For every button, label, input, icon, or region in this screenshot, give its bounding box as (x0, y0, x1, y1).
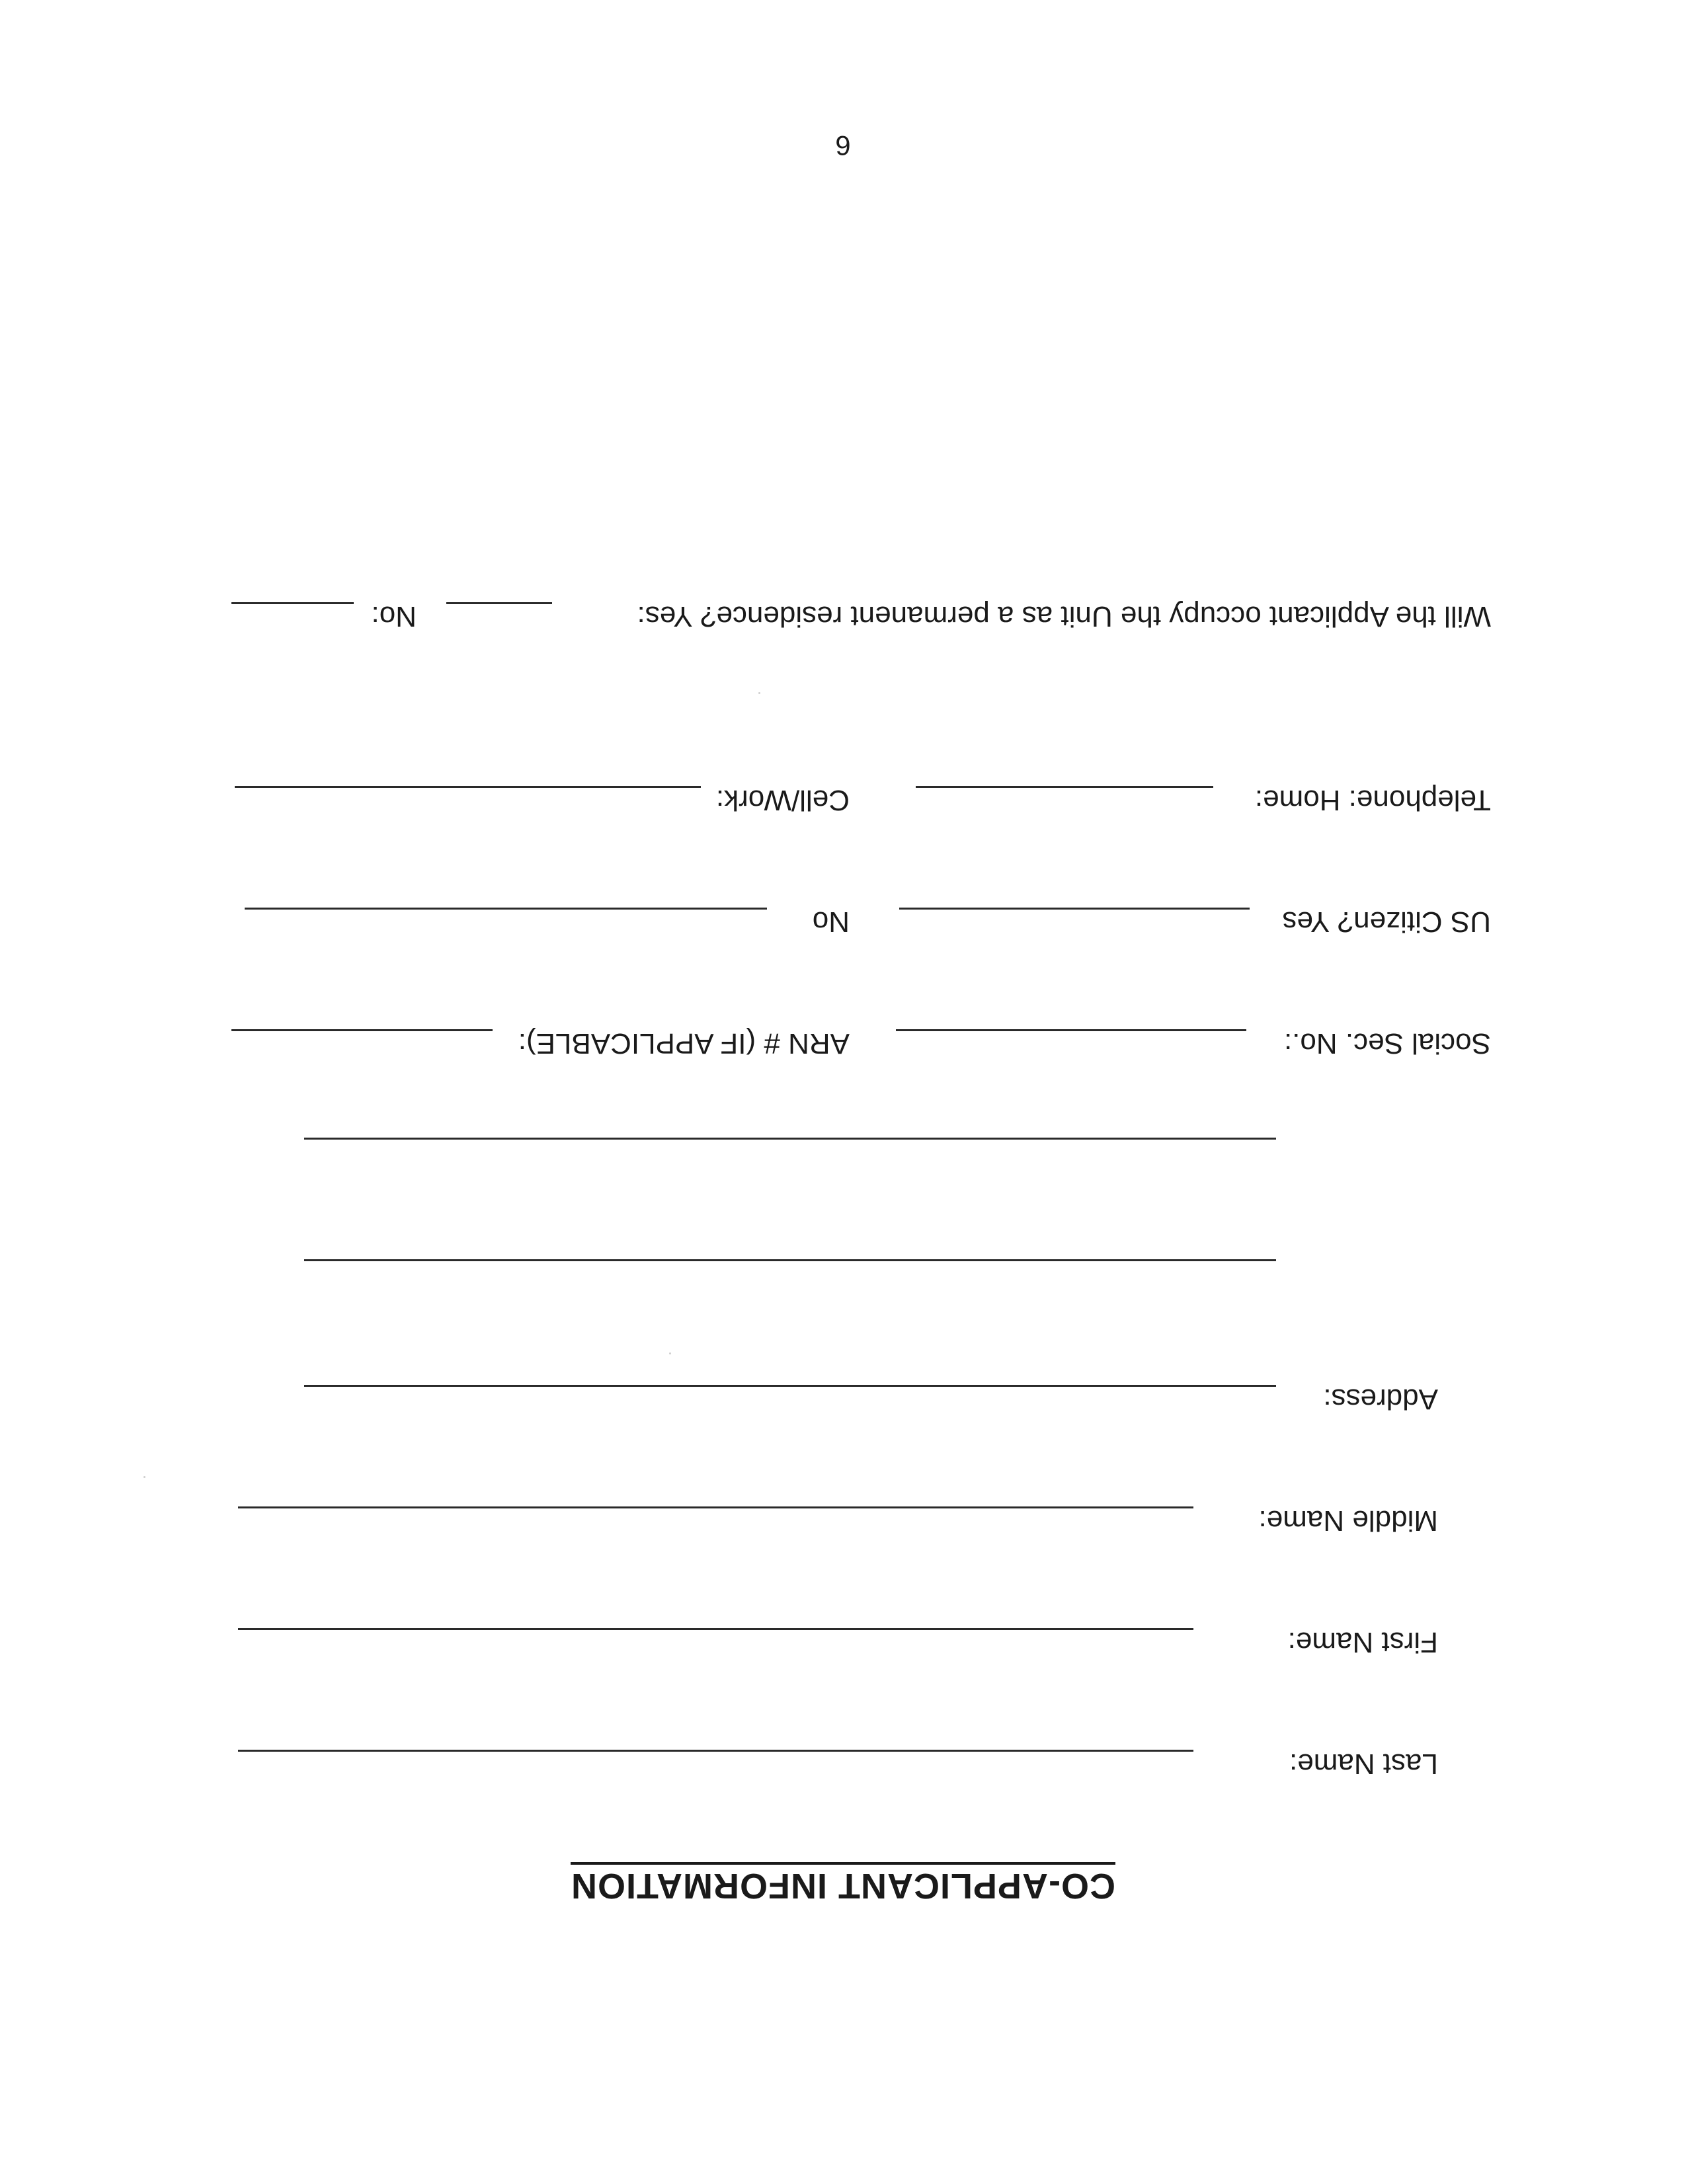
us-citizen-yes-field[interactable] (899, 908, 1250, 910)
form-title (0, 1865, 1686, 1906)
arn-field[interactable] (231, 1029, 493, 1031)
cell-work-field[interactable] (235, 786, 701, 788)
us-citizen-no-field[interactable] (245, 908, 767, 910)
middle-name-field[interactable] (238, 1506, 1193, 1508)
residence-no-label: No: (371, 600, 417, 633)
cell-work-label: Cell/Work: (715, 784, 850, 816)
scan-speck (143, 1476, 145, 1478)
arn-label: ARN # (IF APPLICABLE): (518, 1027, 850, 1060)
residence-question-label: Will the Applicant occupy the Unit as a permanent residence? Yes: (637, 600, 1491, 633)
middle-name-label: Middle Name: (1258, 1504, 1438, 1537)
social-sec-label: Social Sec. No.: (1283, 1027, 1491, 1060)
residence-no-field[interactable] (231, 602, 354, 604)
us-citizen-no-label: No (812, 906, 850, 938)
us-citizen-label: US Citizen? Yes (1282, 906, 1491, 938)
scan-speck (758, 692, 760, 694)
form-title-text: CO-APPLICANT INFORMATION (571, 1862, 1115, 1906)
address-label: Address: (1323, 1383, 1438, 1415)
scan-speck (669, 1352, 671, 1354)
address-line-2-field[interactable] (304, 1259, 1276, 1261)
telephone-home-field[interactable] (916, 786, 1213, 788)
last-name-label: Last Name: (1289, 1748, 1438, 1780)
first-name-field[interactable] (238, 1628, 1193, 1630)
residence-yes-field[interactable] (446, 602, 552, 604)
page-number: 6 (835, 130, 851, 161)
telephone-home-label: Telephone: Home: (1254, 784, 1491, 816)
first-name-label: First Name: (1287, 1626, 1438, 1658)
social-sec-field[interactable] (896, 1029, 1246, 1031)
last-name-field[interactable] (238, 1750, 1193, 1752)
address-line-1-field[interactable] (304, 1385, 1276, 1387)
address-line-3-field[interactable] (304, 1138, 1276, 1140)
